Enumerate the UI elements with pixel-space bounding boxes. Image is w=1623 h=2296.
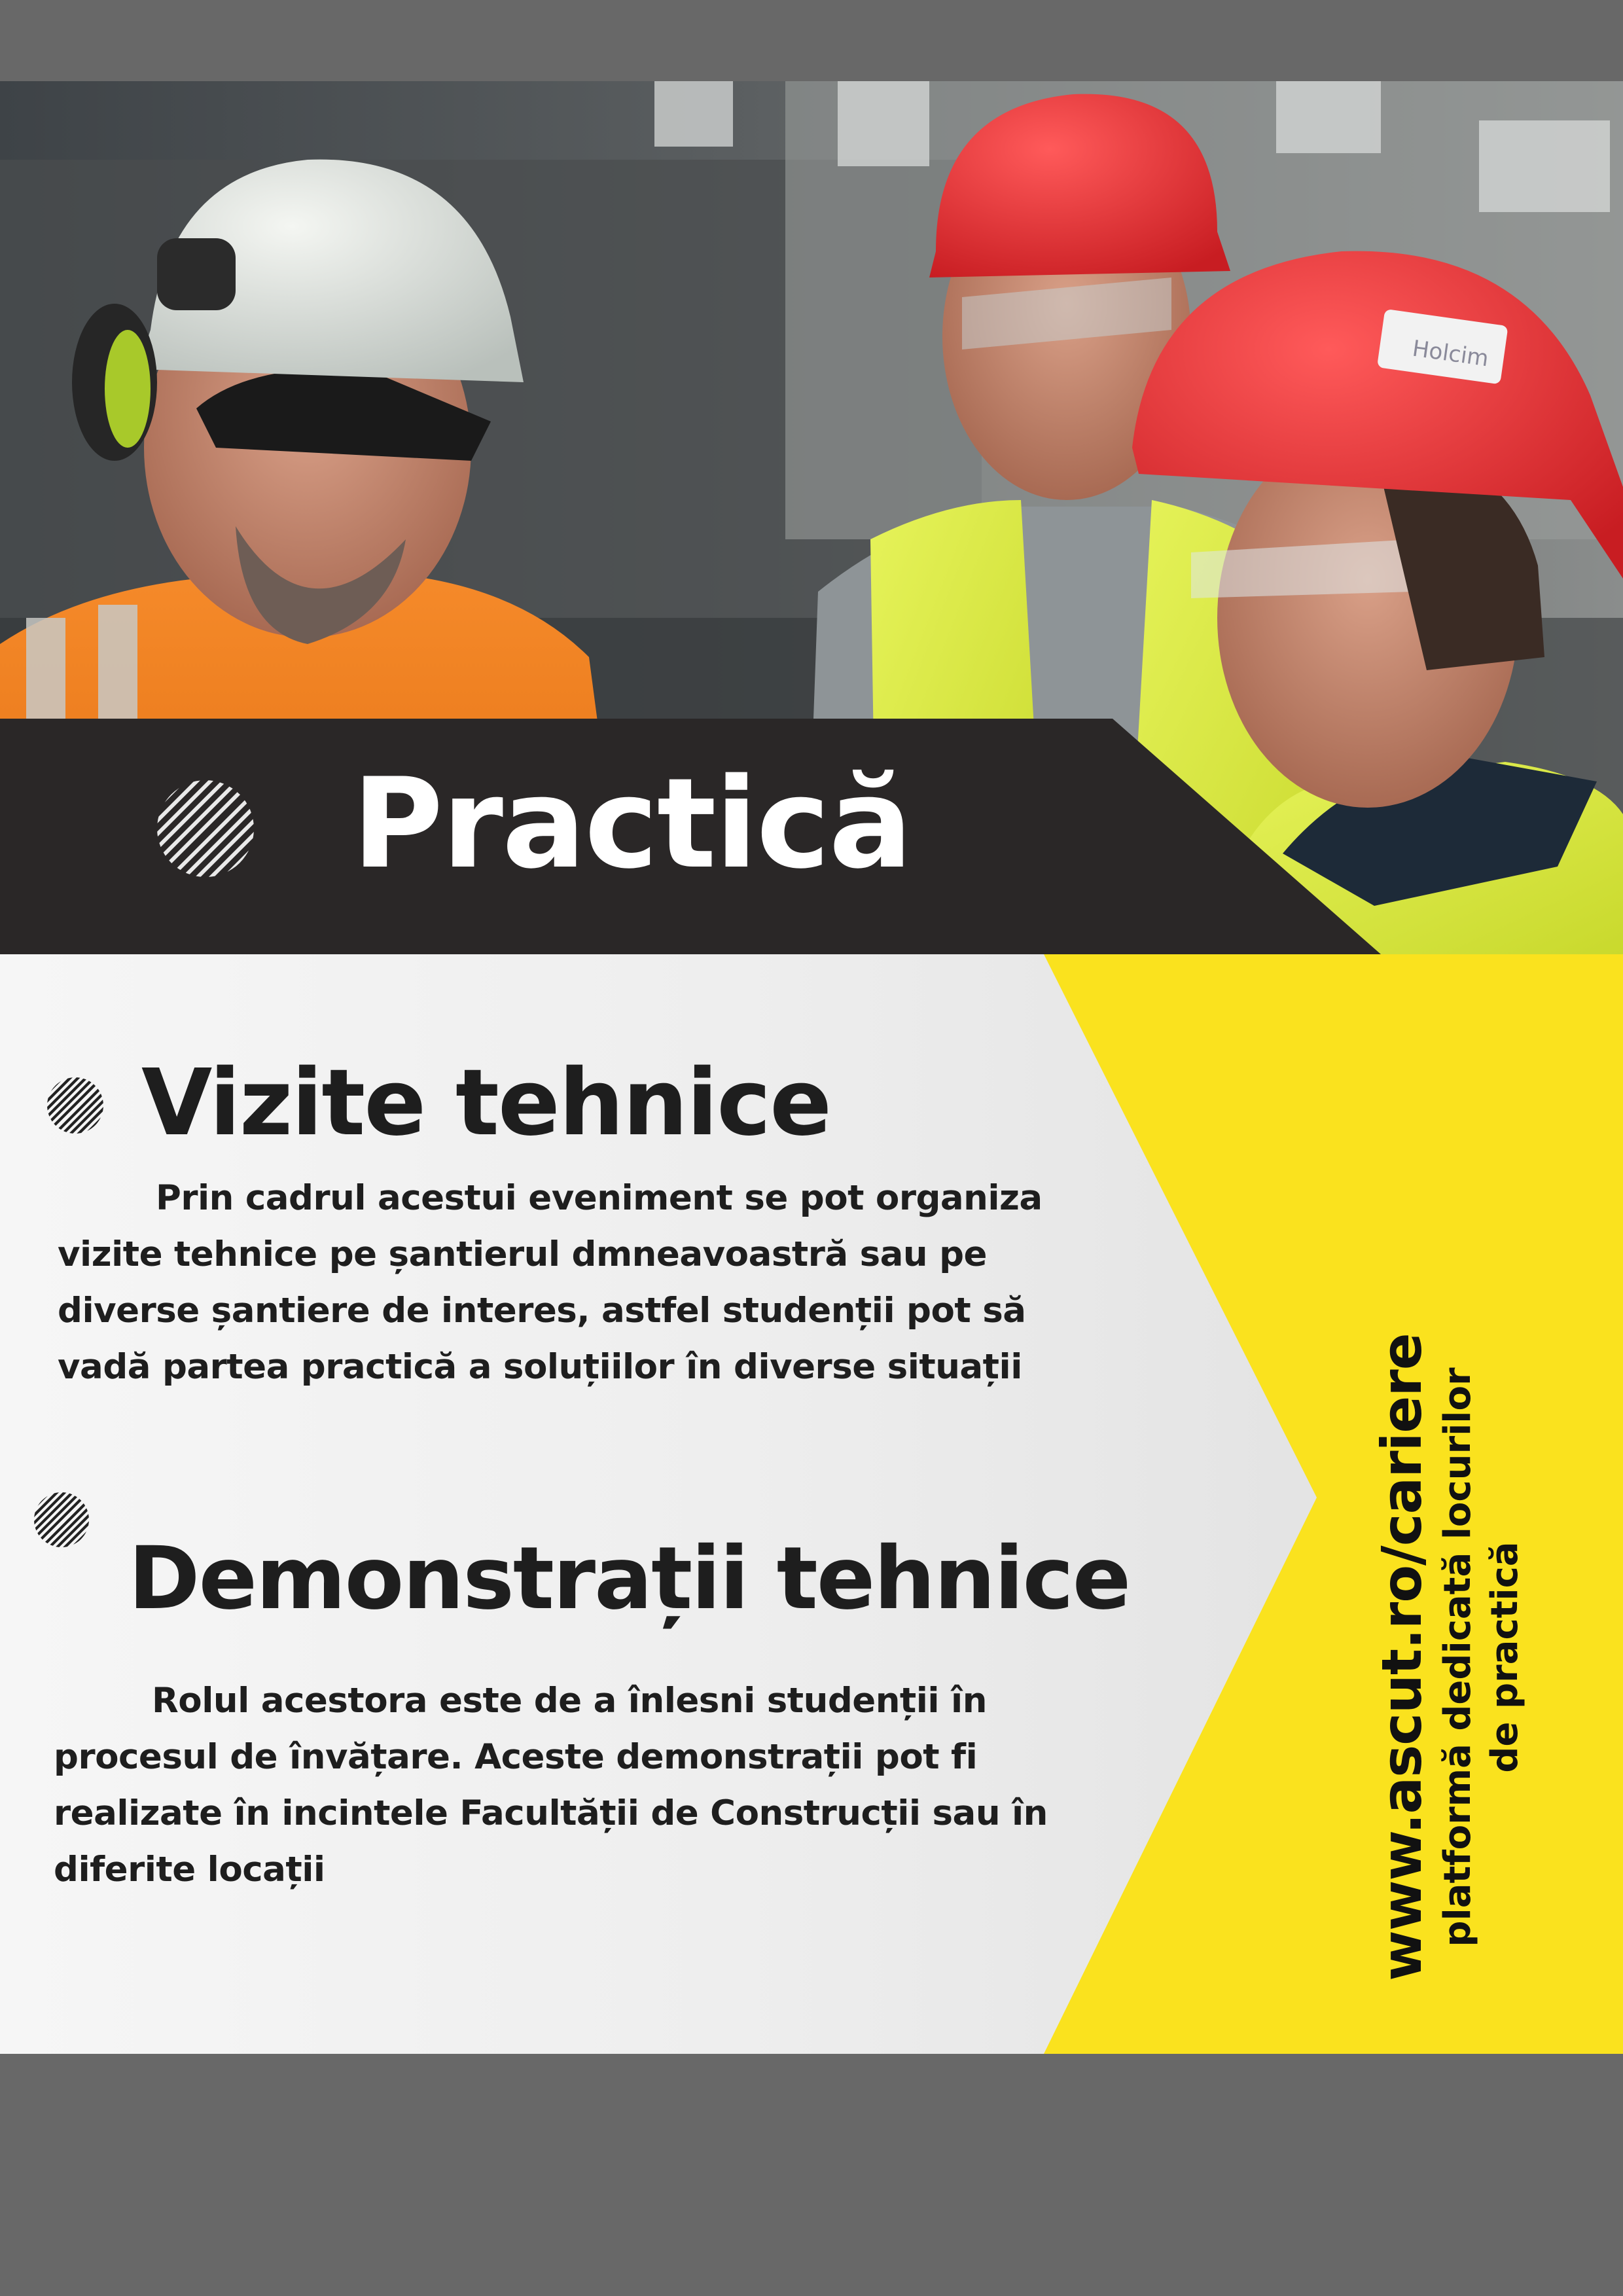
section-1-body: Prin cadrul acestui eveniment se pot organiza vizite tehnice pe șantierul dmneavoastră sau pe diverse șantiere de interes, astfel studenții pot să vadă partea practică a soluțiilor în diverse situații xyxy=(58,1178,1043,1387)
section-2-hatched-circle-icon xyxy=(34,1492,89,1547)
tagline-line-2: de practică xyxy=(1484,1541,1526,1773)
website-url[interactable]: www.ascut.ro/cariere xyxy=(1370,1333,1434,1981)
poster xyxy=(0,81,1623,2054)
tagline-line-1: platformă dedicată locurilor xyxy=(1436,1367,1479,1947)
section-1-heading: Vizite tehnice xyxy=(141,1050,831,1157)
title-hatched-circle-icon xyxy=(157,780,254,877)
helmet-logo-text: Holcim xyxy=(1410,335,1491,372)
section-2-heading: Demonstrații tehnice xyxy=(128,1528,1130,1629)
page-title: Practică xyxy=(352,751,912,896)
section-1-hatched-circle-icon xyxy=(47,1077,103,1134)
section-2-body: Rolul acestora este de a înlesni studenții în procesul de învățare. Aceste demonstrații pot fi realizate în incintele Facultății de Construcții sau în diferite locații xyxy=(54,1681,1048,1890)
sidebar-vertical-text xyxy=(1369,1297,1529,2017)
